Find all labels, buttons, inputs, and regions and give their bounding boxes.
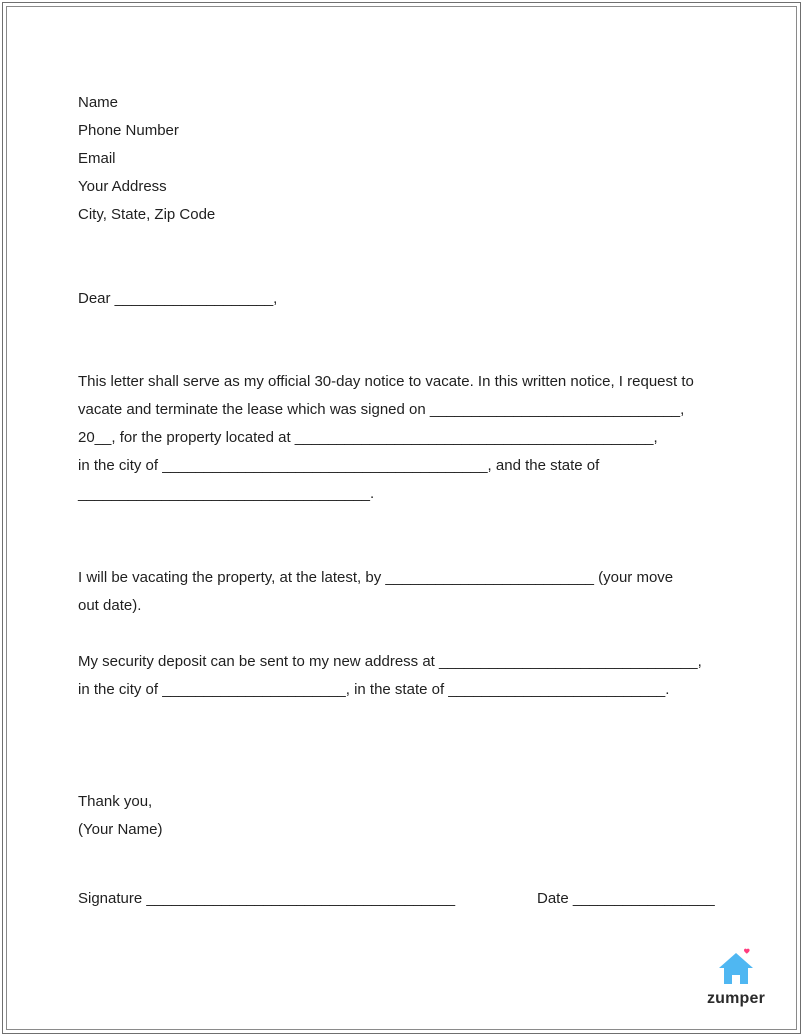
paragraph-3-line-1: My security deposit can be sent to my new address at _______________________________, [78, 653, 702, 670]
signature-row [78, 890, 758, 908]
paragraph-3-line-2: in the city of ______________________, in the state of __________________________. [78, 681, 670, 698]
sender-phone: Phone Number [78, 122, 179, 139]
sender-city-state-zip: City, State, Zip Code [78, 206, 216, 223]
paragraph-1-line-1: This letter shall serve as my official 30-day notice to vacate. In this written notice, I request to [78, 373, 694, 390]
salutation: Dear ___________________, [78, 290, 278, 307]
paragraph-1-line-5: ___________________________________. [78, 485, 375, 502]
zumper-logo [701, 946, 771, 1012]
sender-name: Name [78, 94, 119, 111]
paragraph-2-line-2: out date). [78, 597, 142, 614]
page-border [6, 6, 797, 1030]
zumper-wordmark: zumper [706, 990, 766, 1007]
paragraph-1-line-2: vacate and terminate the lease which was signed on ______________________________, [78, 401, 685, 418]
paragraph-1-line-3: 20__, for the property located at ___________________________________________, [78, 429, 658, 446]
paragraph-2-line-1: I will be vacating the property, at the latest, by _________________________ (your move [78, 569, 674, 586]
sender-email: Email [78, 150, 116, 167]
house-icon [715, 946, 757, 988]
signature-line: Signature _____________________________________ [78, 890, 456, 907]
date-line: Date _________________ [537, 890, 715, 907]
closing-name: (Your Name) [78, 821, 163, 838]
document-page [2, 2, 801, 1034]
closing-thanks: Thank you, [78, 793, 153, 810]
sender-address: Your Address [78, 178, 167, 195]
paragraph-1-line-4: in the city of _______________________________________, and the state of [78, 457, 600, 474]
